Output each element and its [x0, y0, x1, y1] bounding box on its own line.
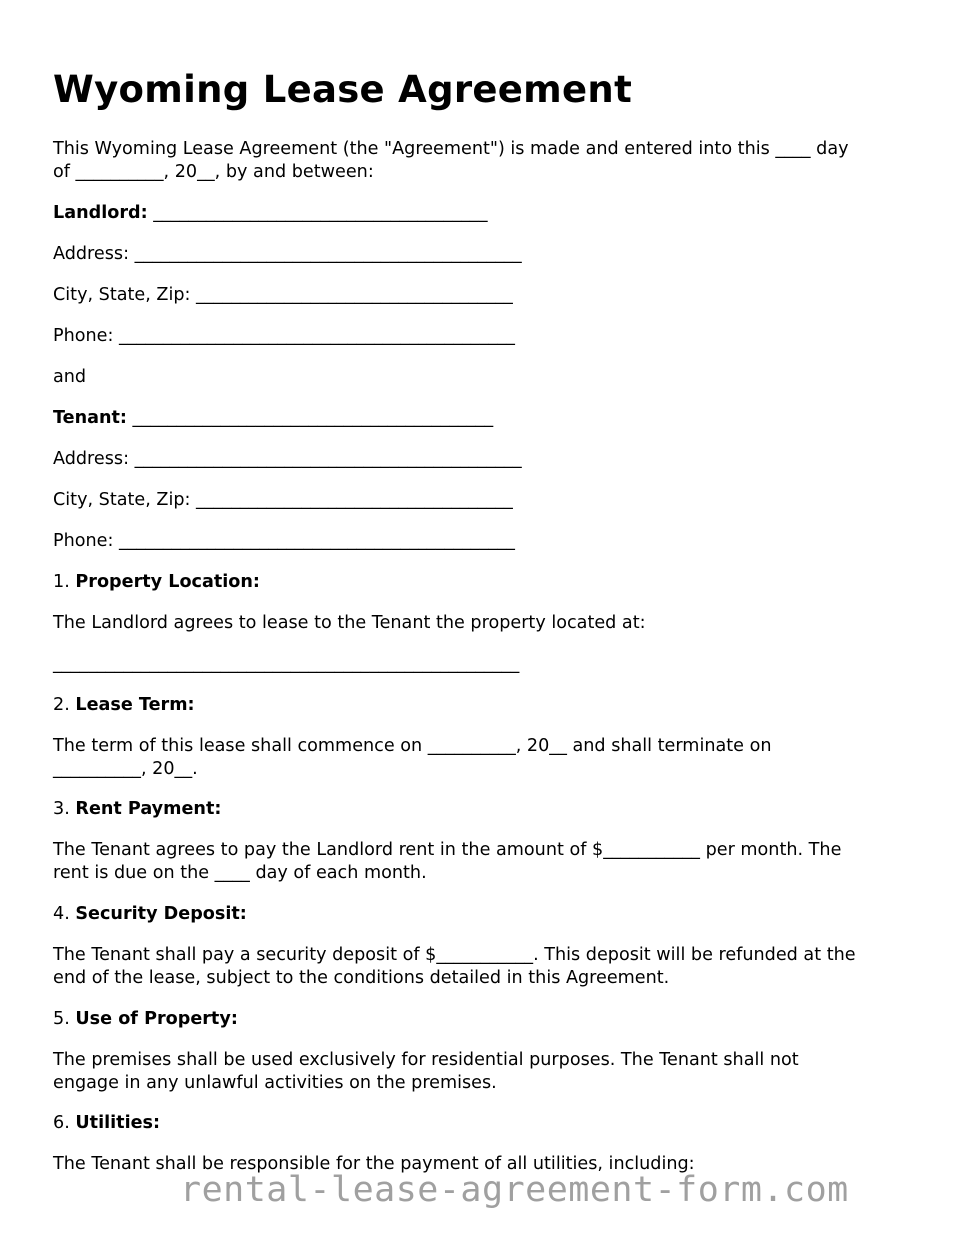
- landlord-name-blank: ______________________________________: [147, 203, 488, 223]
- section-text: The term of this lease shall commence on __________, 20__ and shall terminate on: [53, 736, 772, 756]
- section-heading: [53, 1008, 238, 1031]
- section-heading: [53, 798, 221, 821]
- section-number: 3.: [53, 799, 70, 819]
- landlord-name-line: [53, 202, 488, 225]
- section-title: Security Deposit:: [75, 904, 247, 924]
- and-text: and: [53, 367, 87, 387]
- section-text: end of the lease, subject to the conditions detailed in this Agreement.: [53, 968, 670, 988]
- section-text: The Tenant agrees to pay the Landlord rent in the amount of $___________ per month. The: [53, 840, 842, 860]
- landlord-label: Landlord:: [53, 203, 148, 223]
- section-heading: [53, 1112, 160, 1135]
- landlord-address: Address: ____________________________________________: [53, 244, 522, 264]
- tenant-phone: Phone: _____________________________________________: [53, 531, 515, 551]
- section-title: Use of Property:: [75, 1009, 238, 1029]
- tenant-city-state-zip: City, State, Zip: ____________________________________: [53, 490, 513, 510]
- intro-line-2: of __________, 20__, by and between:: [53, 162, 374, 182]
- tenant-name-blank: _________________________________________: [126, 408, 494, 428]
- landlord-city-state-zip: City, State, Zip: ____________________________________: [53, 285, 513, 305]
- document-title: Wyoming Lease Agreement: [53, 68, 633, 111]
- section-text: The premises shall be used exclusively for residential purposes. The Tenant shall not: [53, 1050, 799, 1070]
- section-text: The Tenant shall be responsible for the payment of all utilities, including:: [53, 1154, 695, 1174]
- section-number: 1.: [53, 572, 70, 592]
- section-text: engage in any unlawful activities on the premises.: [53, 1073, 497, 1093]
- watermark-text: rental-lease-agreement-form.com: [180, 1170, 849, 1210]
- tenant-address: Address: ____________________________________________: [53, 449, 522, 469]
- section-number: 5.: [53, 1009, 70, 1029]
- section-title: Lease Term:: [75, 695, 195, 715]
- section-text: The Tenant shall pay a security deposit of $___________. This deposit will be refunded at the: [53, 945, 856, 965]
- section-number: 4.: [53, 904, 70, 924]
- section-text: rent is due on the ____ day of each month.: [53, 863, 427, 883]
- section-text: The Landlord agrees to lease to the Tenant the property located at:: [53, 613, 646, 633]
- property-address-blank: _____________________________________________________: [53, 654, 520, 674]
- section-title: Utilities:: [75, 1113, 161, 1133]
- landlord-phone: Phone: _____________________________________________: [53, 326, 515, 346]
- tenant-label: Tenant:: [53, 408, 127, 428]
- section-heading: [53, 903, 247, 926]
- section-heading: [53, 571, 260, 594]
- tenant-name-line: [53, 407, 493, 430]
- section-number: 6.: [53, 1113, 70, 1133]
- section-text: __________, 20__.: [53, 759, 198, 779]
- section-heading: [53, 694, 195, 717]
- section-title: Property Location:: [75, 572, 260, 592]
- section-title: Rent Payment:: [75, 799, 222, 819]
- section-number: 2.: [53, 695, 70, 715]
- intro-line-1: This Wyoming Lease Agreement (the "Agreement") is made and entered into this ____ day: [53, 139, 849, 159]
